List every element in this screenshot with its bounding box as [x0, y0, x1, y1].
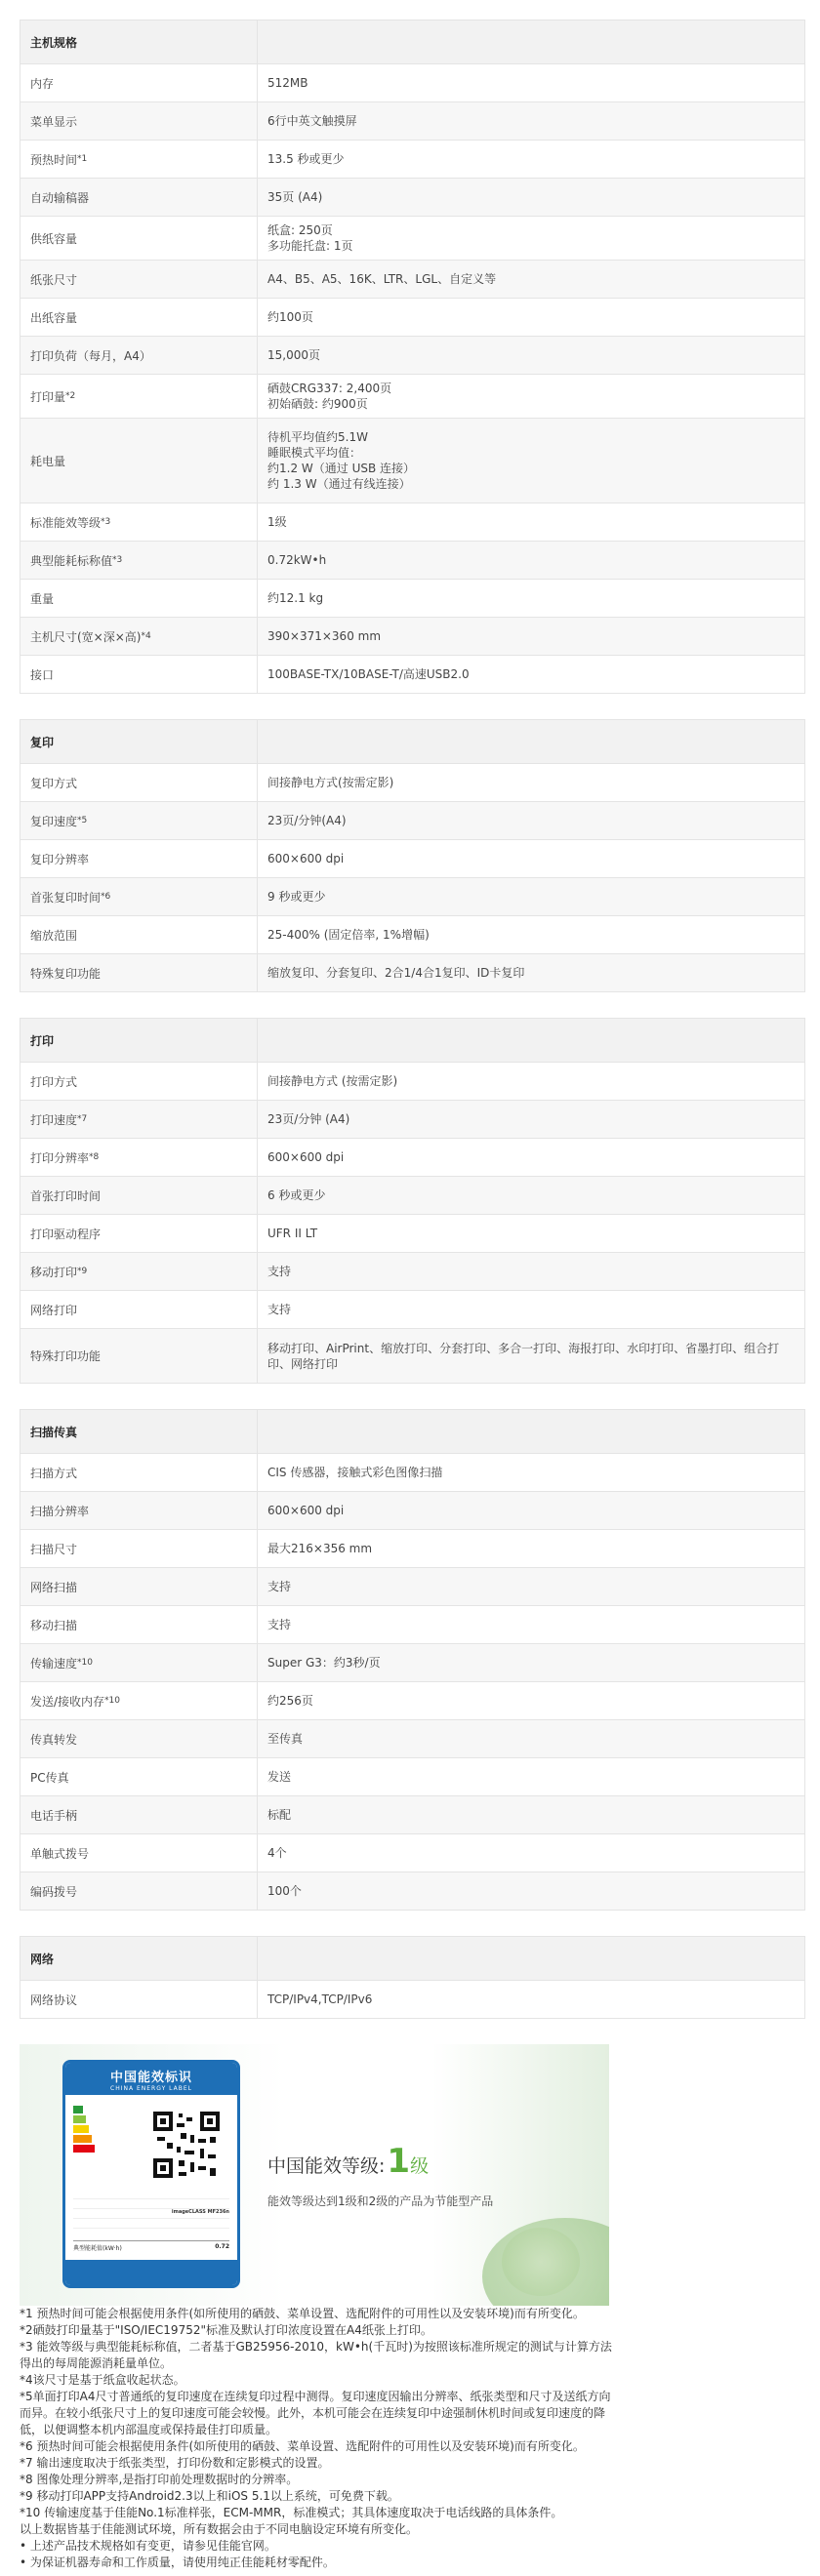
spec-value-line: 512MB	[267, 76, 308, 90]
spec-value	[258, 1530, 804, 1567]
section-header-blank	[258, 720, 804, 763]
spec-value	[258, 261, 804, 298]
energy-grade-unit: 级	[410, 2155, 430, 2177]
spec-label-text: 编码拨号	[30, 1884, 78, 1899]
spec-label-text: 复印速度	[30, 814, 78, 828]
spec-label	[20, 337, 258, 374]
info-line	[73, 2199, 229, 2209]
spec-label-text: 移动打印	[30, 1265, 78, 1279]
spec-value-line: 纸盒: 250页	[267, 223, 333, 237]
spec-label: 标准能效等级 *3	[20, 503, 258, 541]
spec-label-text: PC传真	[30, 1770, 69, 1785]
spec-value	[258, 1758, 804, 1795]
section-header-blank	[258, 1410, 804, 1453]
spec-value-line: 初始硒鼓: 约900页	[267, 397, 368, 411]
spec-value-line: TCP/IPv4,TCP/IPv6	[267, 1992, 373, 2006]
spec-label	[20, 580, 258, 617]
spec-label-text: 打印负荷（每月，A4）	[30, 348, 151, 363]
spec-label-text: 扫描尺寸	[30, 1542, 78, 1556]
spec-row	[20, 298, 804, 336]
spec-value	[258, 503, 804, 541]
spec-row	[20, 915, 804, 953]
spec-value	[258, 1139, 804, 1176]
energy-value-label: 典型能耗值(kW·h)	[73, 2245, 122, 2252]
section-gap	[0, 694, 820, 719]
spec-label-text: 主机尺寸(宽×深×高)	[30, 629, 142, 644]
spec-label-text: 复印分辨率	[30, 852, 90, 866]
spec-value-line: 移动打印、AirPrint、缩放打印、分套打印、多合一打印、海报打印、水印打印、省墨打印、组合打印、网络打印	[267, 1341, 780, 1371]
spec-label-text: 首张打印时间	[30, 1188, 102, 1203]
spec-row	[20, 1138, 804, 1176]
spec-value-line: 硒鼓CRG337: 2,400页	[267, 382, 392, 395]
spec-section	[20, 1936, 805, 2019]
spec-value-line: 9 秒或更少	[267, 890, 326, 904]
footnote: *1 预热时间可能会根据使用条件(如所使用的硒鼓、菜单设置、选配附件的可用性以及安装环境)而有所变化。	[20, 2307, 585, 2320]
energy-label-subtitle: CHINA ENERGY LABEL	[110, 2085, 192, 2092]
spec-label-text: 网络打印	[30, 1303, 78, 1317]
footnote: *2硒鼓打印量基于"ISO/IEC19752"标准及默认打印浓度设置在A4纸张上打印。	[20, 2323, 432, 2337]
energy-value: 0.72	[215, 2243, 229, 2250]
spec-value	[258, 299, 804, 336]
spec-label	[20, 1758, 258, 1795]
spec-row	[20, 1176, 804, 1214]
spec-value-line: 约 1.3 W（通过有线连接）	[267, 477, 411, 491]
spec-label	[20, 1720, 258, 1757]
spec-value-line: 约100页	[267, 310, 313, 324]
spec-label	[20, 1568, 258, 1605]
spec-row	[20, 1290, 804, 1328]
grade-bar	[73, 2106, 83, 2113]
footnote: *10 传输速度基于佳能No.1标准样张，ECM-MMR，标准模式；其具体速度取决于电话线路的具体条件。	[20, 2506, 563, 2519]
footnote: *4该尺寸是基于纸盒收起状态。	[20, 2373, 185, 2387]
spec-row	[20, 1980, 804, 2018]
spec-label	[20, 1834, 258, 1872]
spec-row	[20, 63, 804, 101]
spec-value-line: 睡眠模式平均值：	[267, 446, 362, 460]
spec-value	[258, 618, 804, 655]
spec-value-line: 600×600 dpi	[267, 1150, 345, 1164]
footnote: 以上数据皆基于佳能测试环境，所有数据会由于不同电脑设定环境有所变化。	[20, 2522, 419, 2536]
spec-label: 打印速度 *7	[20, 1101, 258, 1138]
spec-value-line: 23页/分钟 (A4)	[267, 1112, 350, 1126]
leaf-decoration	[502, 2228, 580, 2296]
spec-row	[20, 1833, 804, 1872]
section-gap	[0, 1384, 820, 1409]
spec-row	[20, 1795, 804, 1833]
spec-row	[20, 763, 804, 801]
spec-label	[20, 1329, 258, 1383]
spec-row	[20, 541, 804, 579]
spec-label-text: 首张复印时间	[30, 890, 102, 905]
spec-row	[20, 336, 804, 374]
spec-row	[20, 953, 804, 991]
spec-label-text: 电话手柄	[30, 1808, 78, 1823]
spec-value-line: 6行中英文触摸屏	[267, 114, 357, 128]
spec-row	[20, 1453, 804, 1491]
spec-value-line: 约1.2 W（通过 USB 连接）	[267, 462, 416, 475]
spec-section	[20, 719, 805, 992]
spec-value	[258, 916, 804, 953]
spec-value	[258, 1253, 804, 1290]
spec-row	[20, 374, 804, 418]
grade-bar	[73, 2125, 89, 2133]
spec-row	[20, 839, 804, 877]
spec-value-line: 发送	[267, 1770, 292, 1784]
spec-label	[20, 1981, 258, 2018]
spec-value-line: 多功能托盘: 1页	[267, 239, 353, 253]
section-gap	[0, 992, 820, 1018]
energy-label-banner	[20, 2044, 609, 2306]
info-line	[73, 2190, 229, 2199]
spec-label-text: 扫描分辨率	[30, 1504, 90, 1518]
spec-value-line: 最大216×356 mm	[267, 1542, 373, 1555]
spec-label	[20, 1492, 258, 1529]
spec-label-text: 发送/接收内存	[30, 1694, 105, 1709]
spec-value-line: 标配	[267, 1808, 292, 1822]
spec-value	[258, 1606, 804, 1643]
spec-value-line: 25-400% (固定倍率, 1%增幅)	[267, 928, 430, 942]
spec-label-text: 自动输稿器	[30, 190, 90, 205]
spec-value-line: CIS 传感器，接触式彩色图像扫描	[267, 1466, 443, 1479]
spec-sections	[0, 20, 820, 2019]
spec-row	[20, 178, 804, 216]
grade-bar	[73, 2115, 86, 2123]
spec-value	[258, 419, 804, 503]
spec-section	[20, 20, 805, 694]
spec-label	[20, 261, 258, 298]
spec-value-line: UFR II LT	[267, 1227, 318, 1240]
spec-label	[20, 764, 258, 801]
spec-label-text: 耗电量	[30, 454, 66, 468]
spec-value	[258, 1101, 804, 1138]
spec-value	[258, 1720, 804, 1757]
spec-label: 主机尺寸(宽×深×高) *4	[20, 618, 258, 655]
spec-label: 发送/接收内存 *10	[20, 1682, 258, 1719]
spec-label-text: 单触式拨号	[30, 1846, 90, 1861]
spec-value-line: 390×371×360 mm	[267, 629, 382, 643]
energy-grade-subtitle: 能效等级达到1级和2级的产品为节能型产品	[267, 2194, 494, 2208]
spec-value	[258, 1682, 804, 1719]
section-title: 打印	[20, 1019, 258, 1062]
spec-row	[20, 101, 804, 140]
spec-value-line: 15,000页	[267, 348, 320, 362]
spec-row	[20, 1757, 804, 1795]
section-title: 扫描传真	[20, 1410, 258, 1453]
spec-label	[20, 1215, 258, 1252]
spec-value	[258, 1834, 804, 1872]
section-header	[20, 720, 804, 763]
energy-label-title: 中国能效标识	[109, 2071, 192, 2085]
spec-row	[20, 503, 804, 541]
spec-value-line: Super G3：约3秒/页	[267, 1656, 381, 1670]
spec-label-text: 出纸容量	[30, 310, 78, 325]
spec-row	[20, 1719, 804, 1757]
spec-value	[258, 1644, 804, 1681]
spec-value	[258, 1177, 804, 1214]
spec-label	[20, 299, 258, 336]
grade-bar	[73, 2135, 92, 2143]
spec-value	[258, 1872, 804, 1910]
spec-value	[258, 656, 804, 693]
spec-label-text: 打印速度	[30, 1112, 78, 1127]
spec-label-text: 接口	[30, 667, 55, 682]
spec-row	[20, 140, 804, 178]
spec-value-line: 支持	[267, 1303, 292, 1316]
spec-value	[258, 337, 804, 374]
spec-label	[20, 1177, 258, 1214]
spec-label	[20, 1606, 258, 1643]
spec-label: 预热时间 *1	[20, 141, 258, 178]
spec-value	[258, 375, 804, 418]
spec-row	[20, 418, 804, 503]
spec-label-text: 打印量	[30, 389, 66, 404]
spec-row	[20, 877, 804, 915]
spec-value	[258, 1063, 804, 1100]
spec-label	[20, 954, 258, 991]
spec-value-line: 约256页	[267, 1694, 313, 1708]
spec-section	[20, 1409, 805, 1911]
spec-label	[20, 1530, 258, 1567]
spec-label	[20, 916, 258, 953]
section-title: 网络	[20, 1937, 258, 1980]
spec-row	[20, 1328, 804, 1383]
section-header-blank	[258, 20, 804, 63]
spec-value-line: 支持	[267, 1580, 292, 1593]
spec-label: 复印速度 *5	[20, 802, 258, 839]
spec-label	[20, 64, 258, 101]
spec-section	[20, 1018, 805, 1384]
energy-grade-bars	[73, 2106, 95, 2154]
spec-label-text: 复印方式	[30, 776, 78, 790]
spec-value	[258, 802, 804, 839]
grade-bar	[73, 2145, 95, 2153]
spec-label-text: 打印驱动程序	[30, 1227, 102, 1241]
spec-label	[20, 1063, 258, 1100]
spec-label-text: 供纸容量	[30, 231, 78, 246]
spec-label	[20, 102, 258, 140]
spec-row	[20, 1567, 804, 1605]
spec-label-text: 网络扫描	[30, 1580, 78, 1594]
spec-label-text: 传真转发	[30, 1732, 78, 1747]
spec-row	[20, 1100, 804, 1138]
footnote: *8 图像处理分辨率,是指打印前处理数据时的分辨率。	[20, 2473, 299, 2486]
spec-value-line: 4个	[267, 1846, 287, 1860]
spec-value-line: 600×600 dpi	[267, 1504, 345, 1517]
spec-value	[258, 141, 804, 178]
spec-value-line: 0.72kW•h	[267, 553, 327, 567]
spec-label-text: 内存	[30, 76, 55, 91]
spec-value-line: 间接静电方式 (按需定影)	[267, 1074, 398, 1088]
footnote: *5单面打印A4尺寸普通纸的复印速度在连续复印过程中测得。复印速度因输出分辨率、纸张类型和尺寸及送纸方向而异。在较小纸张尺寸上的复印速度可能会较慢。此外，本机可能会在连续复印中途强制休机时间或复印速度的降低，以便调整本机内部温度或保持最佳打印质量。	[20, 2390, 611, 2436]
spec-value-line: 100个	[267, 1884, 302, 1898]
spec-row	[20, 260, 804, 298]
spec-row	[20, 216, 804, 260]
spec-value	[258, 1568, 804, 1605]
spec-row	[20, 655, 804, 693]
spec-label	[20, 1454, 258, 1491]
spec-value-line: 约12.1 kg	[267, 591, 324, 605]
spec-value	[258, 764, 804, 801]
spec-value	[258, 878, 804, 915]
energy-grade-title	[267, 2142, 429, 2181]
spec-label	[20, 656, 258, 693]
spec-value-line: 6 秒或更少	[267, 1188, 326, 1202]
spec-label-text: 缩放范围	[30, 928, 78, 943]
energy-label-footer	[65, 2260, 237, 2285]
section-gap	[0, 1911, 820, 1936]
spec-value	[258, 1215, 804, 1252]
spec-row	[20, 1605, 804, 1643]
spec-label	[20, 217, 258, 260]
model-line: imageCLASS MF236n	[73, 2209, 229, 2219]
spec-label	[20, 1291, 258, 1328]
spec-label: 移动打印 *9	[20, 1253, 258, 1290]
spec-value-line: 600×600 dpi	[267, 852, 345, 865]
spec-value	[258, 1796, 804, 1833]
spec-row	[20, 1491, 804, 1529]
spec-value-line: 支持	[267, 1265, 292, 1278]
spec-value	[258, 64, 804, 101]
spec-value	[258, 179, 804, 216]
spec-value-line: 间接静电方式(按需定影)	[267, 776, 394, 789]
spec-row	[20, 1529, 804, 1567]
info-line	[73, 2219, 229, 2229]
spec-value-line: 支持	[267, 1618, 292, 1631]
spec-label-text: 典型能耗标称值	[30, 553, 113, 568]
spec-row	[20, 1214, 804, 1252]
section-header	[20, 1019, 804, 1062]
spec-value	[258, 1329, 804, 1383]
spec-label-text: 预热时间	[30, 152, 78, 167]
spec-value	[258, 102, 804, 140]
section-header-blank	[258, 1019, 804, 1062]
spec-label: 打印量 *2	[20, 375, 258, 418]
spec-row	[20, 1062, 804, 1100]
energy-label-header	[65, 2063, 237, 2095]
spec-label-text: 扫描方式	[30, 1466, 78, 1480]
footnote: *7 输出速度取决于纸张类型，打印份数和定影模式的设置。	[20, 2456, 330, 2470]
spec-row	[20, 1681, 804, 1719]
spec-value-line: 待机平均值约5.1W	[267, 430, 368, 444]
spec-row	[20, 617, 804, 655]
spec-label-text: 网络协议	[30, 1992, 78, 2007]
spec-row	[20, 579, 804, 617]
footnote: • 为保证机器寿命和工作质量，请使用纯正佳能耗材零配件。	[20, 2556, 335, 2569]
spec-value-line: 23页/分钟(A4)	[267, 814, 347, 827]
footnote: *6 预热时间可能会根据使用条件(如所使用的硒鼓、菜单设置、选配附件的可用性以及安装环境)而有所变化。	[20, 2439, 585, 2453]
spec-label	[20, 419, 258, 503]
spec-value-line: 缩放复印、分套复印、2合1/4合1复印、ID卡复印	[267, 966, 525, 980]
footnote: • 上述产品技术规格如有变更，请参见佳能官网。	[20, 2539, 276, 2553]
spec-row	[20, 1872, 804, 1910]
spec-value-line: A4、B5、A5、16K、LTR、LGL、自定义等	[267, 272, 497, 286]
spec-label-text: 传输速度	[30, 1656, 78, 1670]
energy-label-card	[62, 2060, 240, 2288]
spec-label-text: 打印分辨率	[30, 1150, 90, 1165]
spec-label-text: 菜单显示	[30, 114, 78, 129]
spec-value-line: 13.5 秒或更少	[267, 152, 345, 166]
spec-label-text: 标准能效等级	[30, 515, 102, 530]
spec-value	[258, 1291, 804, 1328]
spec-label	[20, 840, 258, 877]
spec-label	[20, 1796, 258, 1833]
spec-value	[258, 580, 804, 617]
spec-label	[20, 1872, 258, 1910]
spec-label: 传输速度 *10	[20, 1644, 258, 1681]
energy-grade-prefix: 中国能效等级:	[267, 2155, 386, 2177]
spec-label: 典型能耗标称值 *3	[20, 542, 258, 579]
spec-value	[258, 1981, 804, 2018]
spec-label-text: 重量	[30, 591, 55, 606]
spec-row	[20, 1643, 804, 1681]
spec-row	[20, 1252, 804, 1290]
spec-value	[258, 954, 804, 991]
section-title: 主机规格	[20, 20, 258, 63]
spec-label: 首张复印时间 *6	[20, 878, 258, 915]
spec-label	[20, 179, 258, 216]
spec-value	[258, 1454, 804, 1491]
spec-value-line: 100BASE-TX/10BASE-T/高速USB2.0	[267, 667, 470, 681]
spec-label-text: 特殊复印功能	[30, 966, 102, 981]
spec-value-line: 35页 (A4)	[267, 190, 323, 204]
spec-value-line: 1级	[267, 515, 287, 529]
spec-label-text: 打印方式	[30, 1074, 78, 1089]
spec-label-text: 特殊打印功能	[30, 1349, 102, 1363]
spec-value	[258, 542, 804, 579]
footnote: *9 移动打印APP支持Android2.3以上和iOS 5.1以上系统，可免费下载。	[20, 2489, 399, 2503]
qr-code-icon	[151, 2110, 222, 2180]
spec-row	[20, 801, 804, 839]
spec-label-text: 纸张尺寸	[30, 272, 78, 287]
spec-label: 打印分辨率 *8	[20, 1139, 258, 1176]
spec-value	[258, 1492, 804, 1529]
section-header	[20, 1410, 804, 1453]
spec-value-line: 至传真	[267, 1732, 304, 1746]
section-title: 复印	[20, 720, 258, 763]
section-header-blank	[258, 1937, 804, 1980]
section-header	[20, 1937, 804, 1980]
footnotes	[20, 2306, 620, 2571]
spec-value	[258, 840, 804, 877]
energy-label-info-lines	[73, 2190, 229, 2229]
spec-label-text: 移动扫描	[30, 1618, 78, 1632]
energy-value-row	[73, 2240, 229, 2252]
section-header	[20, 20, 804, 63]
spec-value	[258, 217, 804, 260]
footnote: *3 能效等级与典型能耗标称值，二者基于GB25956-2010，kW•h(千瓦时)为按照该标准所规定的测试与计算方法得出的每周能源消耗量单位。	[20, 2340, 612, 2370]
energy-grade-number: 1	[387, 2142, 411, 2181]
